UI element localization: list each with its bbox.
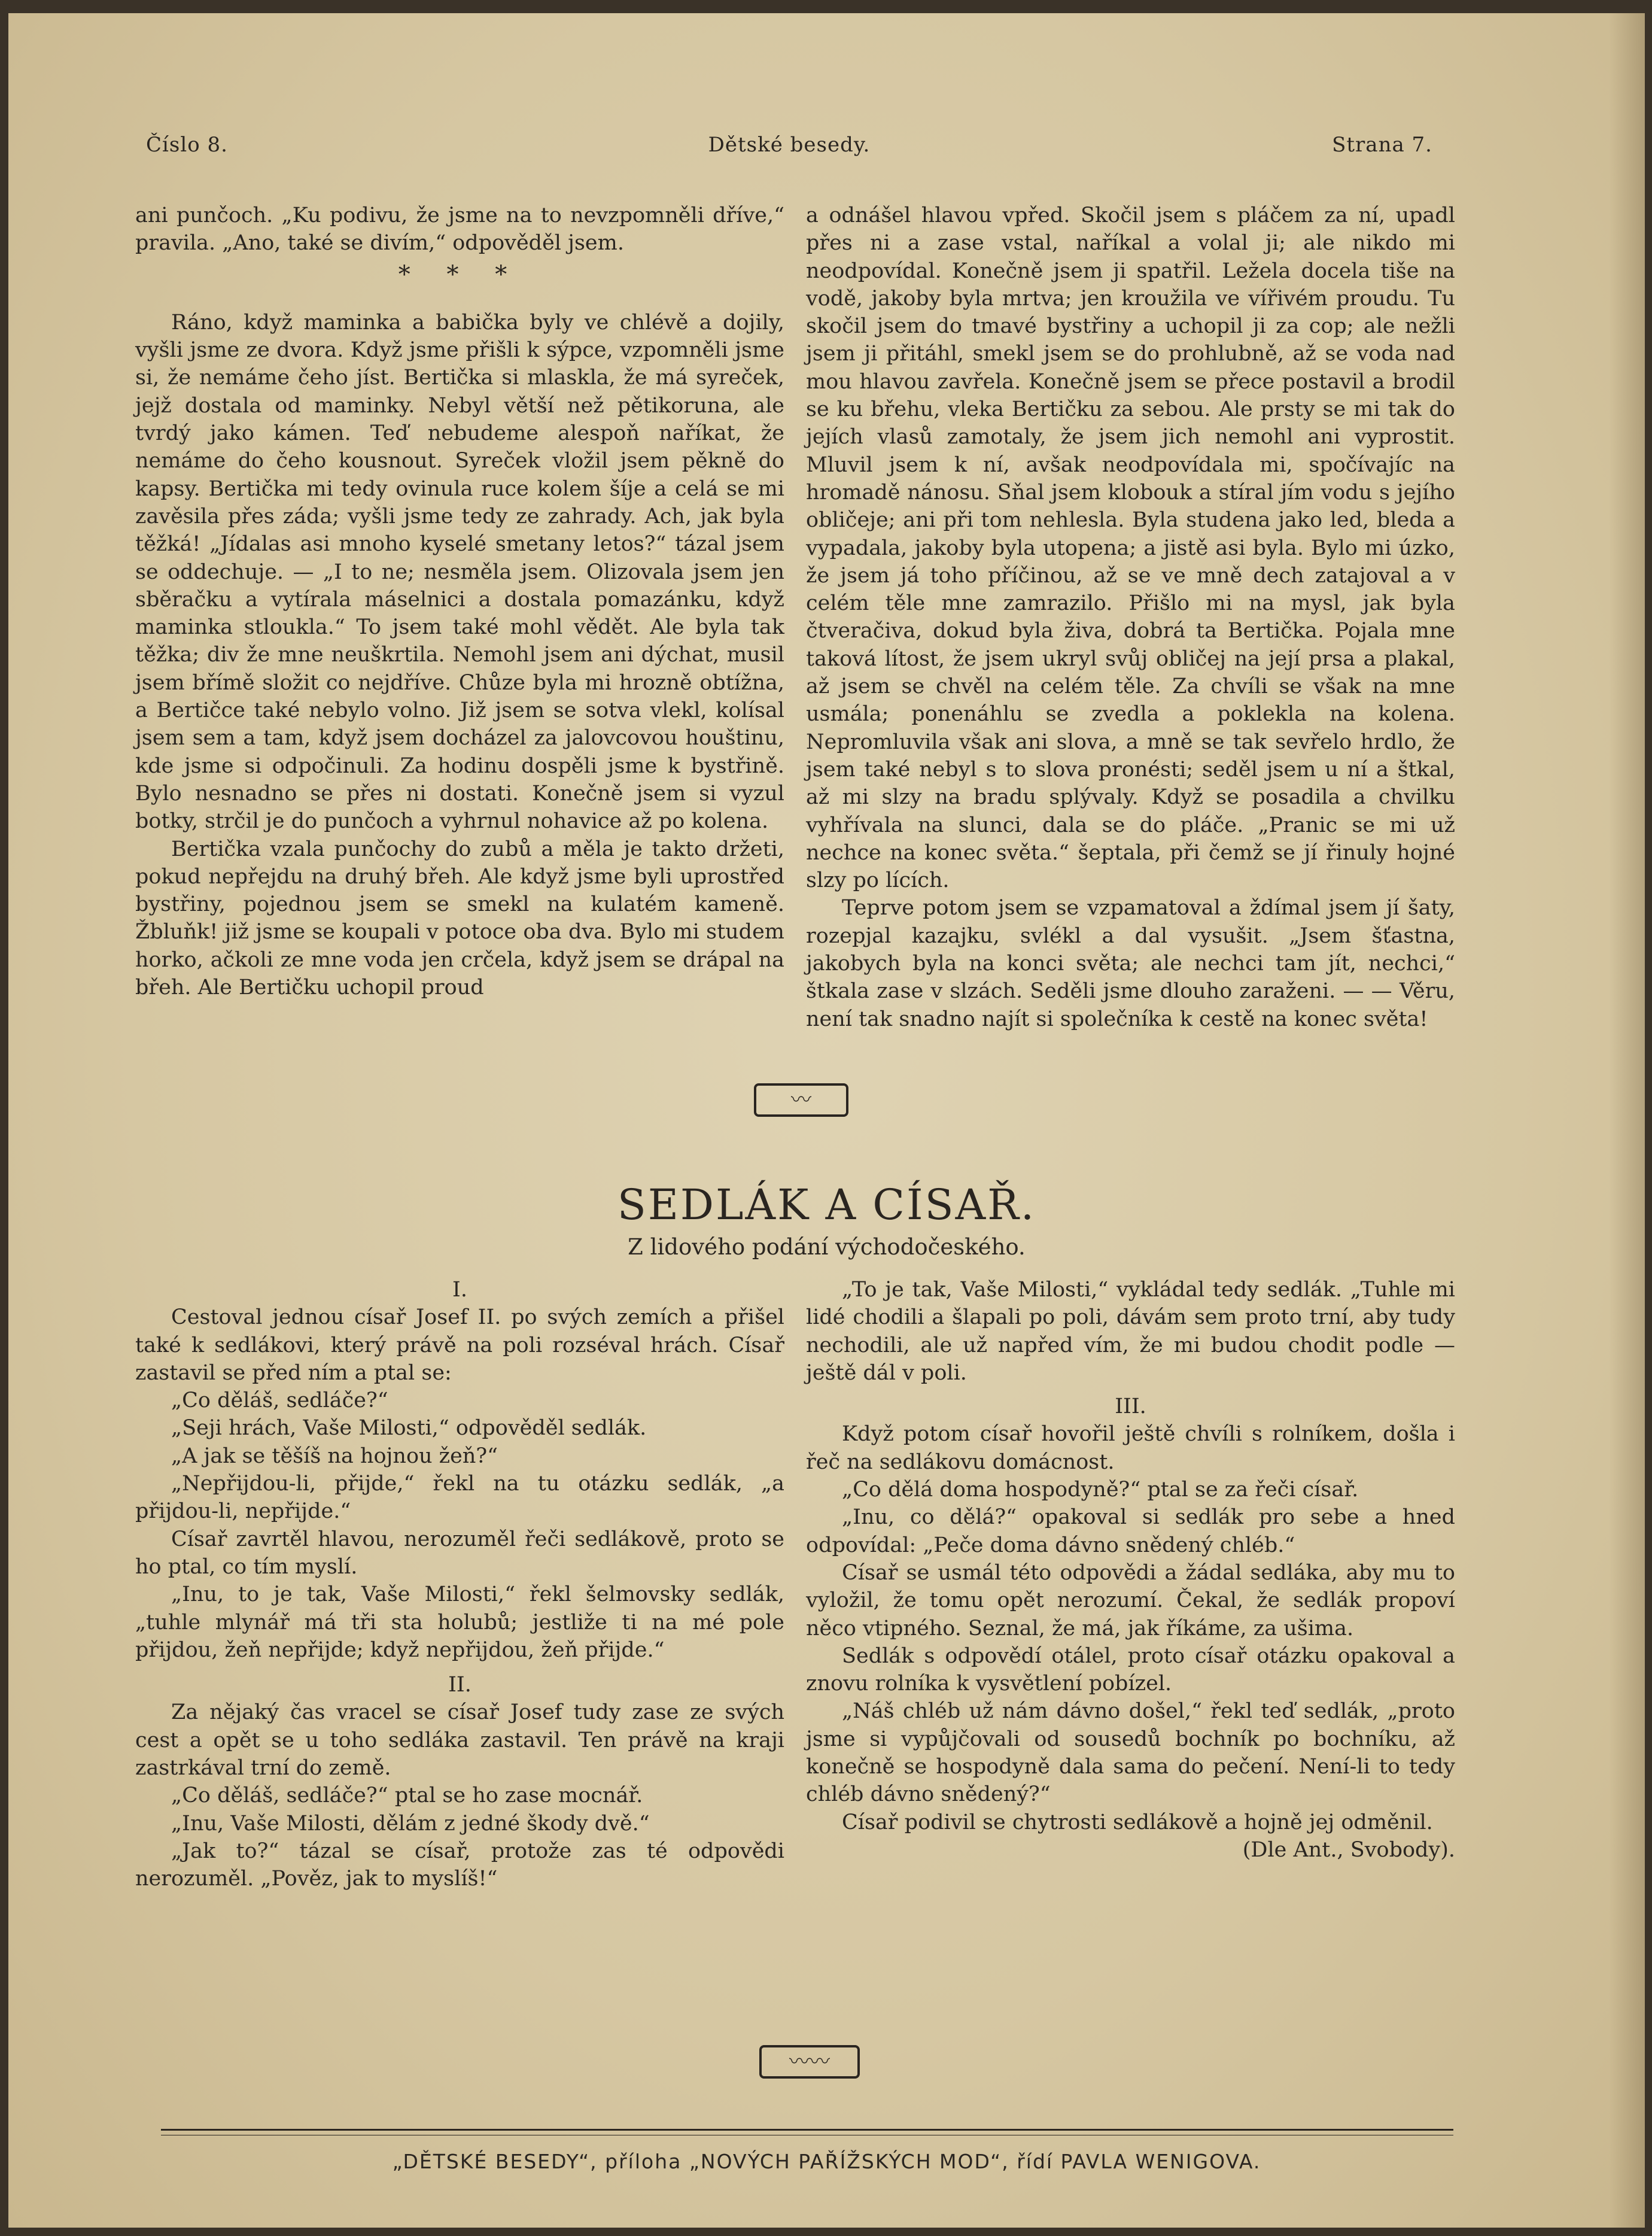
paragraph: „Inu, co dělá?“ opakoval si sedlák pro sebe a hned odpovídal: „Peče doma dávno snědený chléb.“ — [806, 1505, 1455, 1557]
story1-column-right — [806, 202, 1455, 1033]
paragraph: „Seji hrách, Vaše Milosti,“ odpověděl sedlák. — [171, 1416, 647, 1441]
paragraph: „Inu, to je tak, Vaše Milosti,“ řekl šelmovsky sedlák, „tuhle mlynář má tři sta holubů; jestliže ti na mé pole přijdou, žeň nepřijde; když nepřijdou, žeň přijde.“ — [135, 1582, 784, 1662]
paragraph: Bertička vzala punčochy do zubů a měla je takto držeti, pokud nepřejdu na druhý břeh. Ale když jsme byli uprostřed bystřiny, pojednou jsem se smekl na kulatém kameně. Žbluňk! již jsme se koupali v potoce oba dva. Bylo mi studem horko, ačkoli ze mne voda jen crčela, když jsem se drápal na břeh. Ale Bertičku uchopil proud — [135, 837, 784, 1000]
paragraph: a odnášel hlavou vpřed. Skočil jsem s pláčem za ní, upadl přes ni a zase vstal, naříkal a volal ji; ale nikdo mi neodpovídal. Konečně jsem ji spatřil. Ležela docela tiše na vodě, jakoby byla mrtva; jen kroužila ve vířivém proudu. Tu skočil jsem do tmavé bystřiny a uchopil ji za cop; ale nežli jsem ji přitáhl, smekl jsem se do prohlubně, až se voda nad mou hlavou zavřela. Konečně jsem se přece postavil a brodil se ku břehu, vleka Bertičku za sebou. Ale prsty se mi tak do jejích vlasů zamotaly, že jsem jich nemohl ani vyprostit. Mluvil jsem k ní, avšak neodpovídala mi, spočívajíc na hromadě nánosu. Sňal jsem klobouk a stíral jím vodu s jejího obličeje; ani při tom nehlesla. Byla studena jako led, bleda a vypadala, jakoby byla utopena; a jistě asi byla. Bylo mi úzko, že jsem já toho příčinou, až se ve mně dech zatajoval a v celém těle mne zamrazilo. Přišlo mi na mysl, jak byla čtveračiva, dokud byla živa, dobrá ta Bertička. Pojala mne taková lítost, že jsem ukryl svůj obličej na její prsa a plakal, až jsem se chvěl na celém těle. Za chvíli se však na mne usmála; ponenáhlu se zvedla a poklekla na kolena. Nepromluvila však ani slova, a mně se tak sevřelo hrdlo, že jsem také nebyl s to slova pronésti; seděl jsem u ní a štkal, až mi slzy na bradu splývaly. Když se posadila a chvilku vyhřívala na slunci, dala se do pláče. „Pranic se mi už nechce na konec světa.“ šeptala, při čemž se jí řinuly hojné slzy po lících. — [806, 203, 1455, 893]
section-heading: I. — [452, 1278, 467, 1302]
paragraph: Teprve potom jsem se vzpamatoval a ždímal jsem jí šaty, rozepjal kazajku, svlékl a dal vysušit. „Jsem šťastna, jakobych byla na konci světa; ale nechci tam jít, nechci,“ štkala zase v slzách. Seděli jsme dlouho zaraženi. — — Věru, není tak snadno najít si společníka k cestě na konec světa! — [806, 896, 1455, 1031]
paragraph: „Jak to?“ tázal se císař, protože zas té odpovědi nerozuměl. „Pověz, jak to myslíš!“ — [135, 1839, 784, 1891]
paragraph: Když potom císař hovořil ještě chvíli s rolníkem, došla i řeč na sedlákovu domácnost. — [806, 1422, 1455, 1474]
paragraph: Císař se usmál této odpovědi a žádal sedláka, aby mu to vyložil, že tomu opět nerozumí. Čekal, že sedlák propoví něco vtipného. Seznal, že má, jak říkáme, za ušima. — [806, 1560, 1455, 1640]
section-heading: III. — [1115, 1395, 1146, 1419]
page-header — [146, 133, 1432, 169]
paragraph: „Co dělá doma hospodyně?“ ptal se za řeči císař. — [842, 1478, 1359, 1502]
ornament-divider: 〰 — [754, 1083, 848, 1117]
paragraph: „Náš chléb už nám dávno došel,“ řekl teď sedlák, „proto jsme si vypůjčovali od sousedů bochník po bochníku, až konečně se hospodyně dala sama do pečení. Není-li to tedy chléb dávno snědený?“ — [806, 1699, 1455, 1807]
paragraph: Sedlák s odpovědí otálel, proto císař otázku opakoval a znovu rolníka k vysvětlení pobízel. — [806, 1643, 1455, 1696]
page-number: Strana 7. — [1332, 133, 1432, 157]
paragraph: Ráno, když maminka a babička byly ve chlévě a dojily, vyšli jsme ze dvora. Když jsme přišli k sýpce, vzpomněli jsme si, že nemáme čeho jíst. Bertička si mlaskla, že má syreček, jejž dostala od maminky. Nebyl větší než pětikoruna, ale tvrdý jako kámen. Teď nebudeme alespoň naříkat, že nemáme do čeho kousnout. Syreček vložil jsem pěkně do kapsy. Bertička mi tedy ovinula ruce kolem šíje a celá se mi zavěsila přes záda; vyšli jsme tedy ze zahrady. Ach, jak byla těžká! „Jídalas asi mnoho kyselé smetany letos?“ tázal jsem se oddechuje. — „I to ne; nesměla jsem. Olizovala jsem jen sběračku a vytírala máselnici a dostala pomazánku, když maminka stloukla.“ To jsem také mohl vědět. Ale byla tak těžka; div že mne neuškrtila. Nemohl jsem ani dýchat, musil jsem břímě složit co nejdříve. Chůze byla mi hrozně obtížna, a Bertičce také nebylo volno. Již jsem se sotva vlekl, kolísal jsem sem a tam, když jsem docházel za jalovcovou houštinu, kde jsme si odpočinuli. Za hodinu dospěli jsme k bystřině. Bylo nesnadno se přes ni dostati. Konečně jsem si vyzul botky, strčil je do punčoch a vyhrnul nohavice až po kolena. — [135, 310, 784, 834]
section-separator-stars: * * * — [398, 260, 522, 288]
section-heading: II. — [448, 1673, 471, 1697]
story2-column-left — [135, 1276, 784, 1893]
paragraph: „A jak se těšíš na hojnou žeň?“ — [171, 1444, 498, 1468]
page-edge-shadow — [1609, 13, 1645, 2228]
paragraph: „Inu, Vaše Milosti, dělám z jedné škody dvě.“ — [171, 1811, 650, 1836]
paragraph: Cestoval jednou císař Josef II. po svých zemích a přišel také k sedlákovi, který právě na poli rozséval hrách. Císař zastavil se před ním a ptal se: — [135, 1305, 784, 1385]
paragraph: ani punčoch. „Ku podivu, že jsme na to nevzpomněli dříve,“ pravila. „Ano, také se divím,“ odpověděl jsem. — [135, 203, 784, 256]
ornament-divider: 〰〰 — [759, 2045, 860, 2079]
paragraph: „Co děláš, sedláče?“ ptal se ho zase mocnář. — [171, 1784, 643, 1808]
paragraph: Císař podivil se chytrosti sedlákově a hojně jej odměnil. — [842, 1810, 1433, 1834]
footer-rule — [161, 2129, 1453, 2131]
issue-number: Číslo 8. — [146, 133, 228, 157]
page — [8, 13, 1645, 2228]
article-title: SEDLÁK A CÍSAŘ. — [617, 1180, 1036, 1229]
article-subtitle: Z lidového podání východočeského. — [628, 1234, 1026, 1260]
author-attribution: (Dle Ant., Svobody). — [1242, 1837, 1455, 1862]
page-footer: „DĚTSKÉ BESEDY“, příloha „NOVÝCH PAŘÍŽSKÝCH MOD“, řídí PAVLA WENIGOVA. — [392, 2150, 1261, 2173]
story2-column-right — [806, 1276, 1455, 1864]
story1-column-left — [135, 202, 784, 1001]
paragraph: „Co děláš, sedláče?“ — [171, 1389, 388, 1413]
paragraph: Za nějaký čas vracel se císař Josef tudy zase ze svých cest a opět se u toho sedláka zastavil. Ten právě na kraji zastrkával trní do země. — [135, 1700, 784, 1781]
paragraph: „Nepřijdou-li, přijde,“ řekl na tu otázku sedlák, „a přijdou-li, nepřijde.“ — [135, 1472, 784, 1524]
paragraph: „To je tak, Vaše Milosti,“ vykládal tedy sedlák. „Tuhle mi lidé chodili a šlapali po poli, dávám sem proto trní, aby tudy nechodili, ale už napřed vím, že mi budou chodit podle — ještě dál v poli. — [806, 1278, 1455, 1385]
magazine-name: Dětské besedy. — [708, 133, 871, 157]
paragraph: Císař zavrtěl hlavou, nerozuměl řeči sedlákově, proto se ho ptal, co tím myslí. — [135, 1527, 784, 1579]
